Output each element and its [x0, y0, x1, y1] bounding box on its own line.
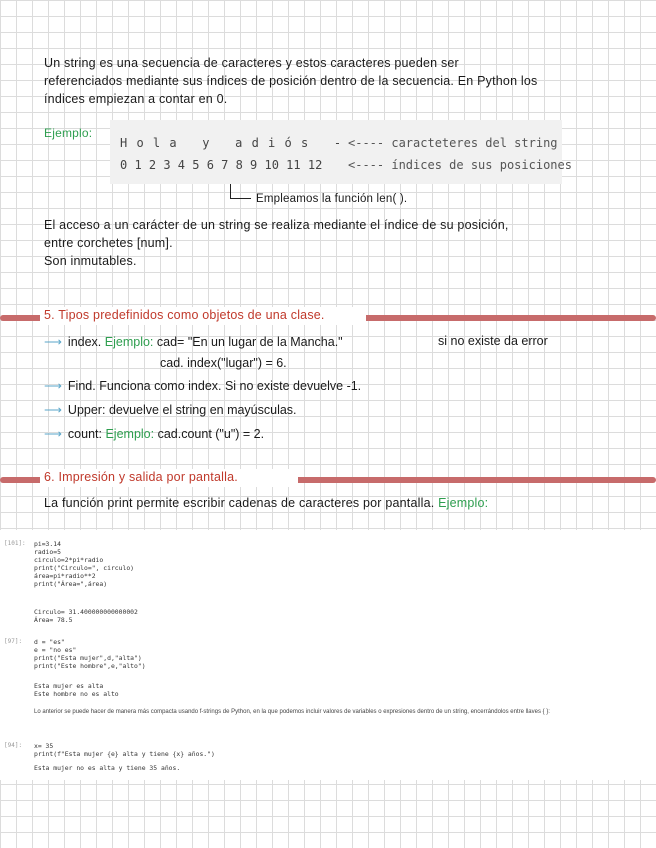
cell-2-code: d = "es" e = "no es" print("Esta mujer",d,"alta") print("Este hombre",e,"alto") — [34, 638, 146, 670]
figure-indices: 0 1 2 3 4 5 6 7 8 9 10 11 12 — [120, 158, 323, 172]
arrow-icon: ⟶ — [44, 403, 62, 417]
intro-line-2: referenciados mediante sus índices de posición dentro de la secuencia. En Python los — [44, 74, 538, 88]
access-line-3: Son inmutables. — [44, 254, 137, 268]
cell-2-prompt: [97]: — [4, 638, 23, 645]
section-5-title: 5. Tipos predefinidos como objetos de una clase. — [44, 308, 325, 322]
cell-1-output: Circulo= 31.400000000000002 Área= 78.5 — [34, 608, 138, 624]
example-label: Ejemplo: — [44, 126, 93, 140]
access-paragraph — [44, 216, 634, 270]
access-line-1: El acceso a un carácter de un string se realiza mediante el índice de su posición, — [44, 218, 509, 232]
notebook-screenshot — [0, 530, 656, 780]
cell-2-output: Esta mujer es alta Este hombre no es alto — [34, 682, 119, 698]
list-item-index: ⟶ index. Ejemplo: cad= "En un lugar de la Mancha." si no existe da error — [44, 334, 548, 349]
access-line-2: entre corchetes [num]. — [44, 236, 173, 250]
intro-line-1: Un string es una secuencia de caracteres y estos caracteres pueden ser — [44, 56, 459, 70]
figure-indices-arrow: <---- índices de sus posiciones — [348, 158, 572, 172]
string-index-figure — [110, 120, 572, 184]
section-6-title: 6. Impresión y salida por pantalla. — [44, 470, 238, 484]
connector-line — [230, 184, 251, 199]
list-item-find: ⟶ Find. Funciona como index. Si no existe devuelve -1. — [44, 379, 362, 393]
section-6-paragraph: La función print permite escribir cadenas de caracteres por pantalla. Ejemplo: — [44, 496, 489, 510]
figure-chars: H o l a y a d i ó s - — [120, 136, 343, 150]
cell-1-prompt: [101]: — [4, 540, 26, 547]
connector-text: Empleamos la función len( ). — [256, 193, 408, 205]
arrow-icon: ⟶ — [44, 427, 62, 441]
list-item-count: ⟶ count: Ejemplo: cad.count ("u") = 2. — [44, 427, 265, 441]
cell-3-output: Esta mujer no es alta y tiene 35 años. — [34, 764, 181, 772]
list-item-index-result: cad. index("lugar") = 6. — [160, 356, 287, 370]
cell-3-code: x= 35 print(f"Esta mujer {e} alta y tiene {x} años.") — [34, 742, 215, 758]
section-5-header — [0, 308, 656, 324]
cell-3-prompt: [94]: — [4, 742, 23, 749]
intro-line-3: índices empiezan a contar en 0. — [44, 92, 228, 106]
intro-paragraph — [44, 54, 634, 108]
arrow-icon: ⟶ — [44, 379, 62, 393]
arrow-icon: ⟶ — [44, 335, 62, 349]
list-item-upper: ⟶ Upper: devuelve el string en mayúsculas. — [44, 403, 297, 417]
notebook-prose: Lo anterior se puede hacer de manera más compacta usando f-strings de Python, en la que podemos incluir valores de variables o expresiones dentro de un string, encerrándolos entre llaves { }: — [34, 709, 550, 715]
cell-1-code: pi=3.14 radio=5 circulo=2*pi*radio print("Circulo=", circulo) área=pi*radio**2 print("Área=",área) — [34, 540, 135, 588]
section-6-header — [0, 470, 656, 486]
figure-chars-arrow: <---- caracteteres del string — [348, 136, 558, 150]
